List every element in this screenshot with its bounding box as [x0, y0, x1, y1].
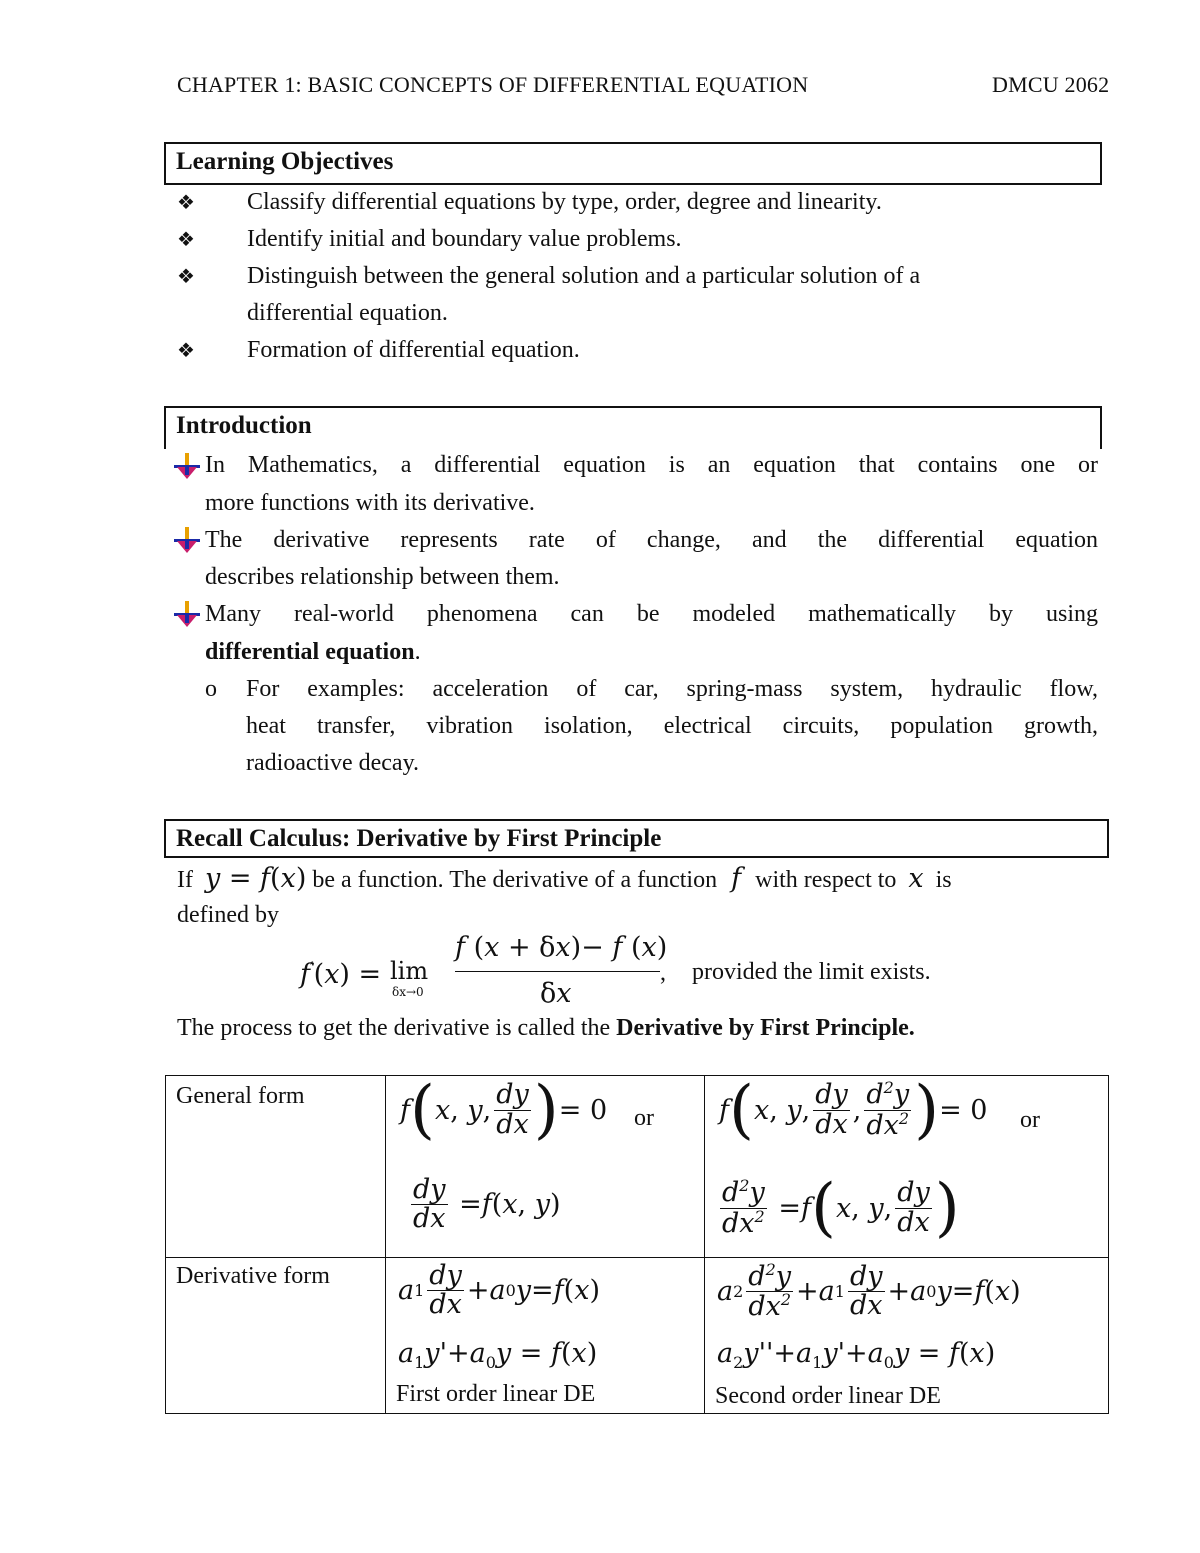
row-label-general-form: General form: [176, 1083, 305, 1109]
recall-title: Recall Calculus: Derivative by First Principle: [176, 825, 662, 852]
lim-symbol: lim: [390, 957, 429, 985]
examples-line-1: For examples: acceleration of car, spring-mass system, hydraulic flow,: [246, 676, 1098, 702]
bold-term: Derivative by First Principle.: [616, 1015, 915, 1041]
examples-line-3: radioactive decay.: [246, 750, 420, 776]
explicit-second-order: $\frac{d^2y}{dx^2}$ = f ( x , y , $\frac{dy}{dx}$ ): [722, 1171, 960, 1245]
or-text: or: [634, 1105, 654, 1131]
objective-text: Distinguish between the general solution and a particular solution of a: [247, 263, 921, 289]
recall-heading: [164, 819, 1109, 858]
introduction-heading: [164, 406, 1102, 449]
table-cell: [166, 1076, 386, 1258]
table-cell: [705, 1073, 1109, 1258]
derivative-lhs: f′(x) =: [300, 958, 382, 990]
de-forms-table: [165, 1075, 1109, 1414]
chapter-title: CHAPTER 1: BASIC CONCEPTS OF DIFFERENTIAL EQUATION: [177, 72, 809, 97]
x-symbol: x: [908, 863, 924, 894]
objective-text: Classify differential equations by type, order, degree and linearity.: [247, 189, 882, 215]
comma: ,: [660, 960, 666, 986]
recall-line-2: defined by: [177, 902, 279, 928]
learning-objectives-title: Learning Objectives: [176, 148, 394, 175]
objective-text: Identify initial and boundary value problems.: [247, 226, 682, 252]
row-label-derivative-form: Derivative form: [176, 1263, 330, 1289]
first-order-linear-prime: $a_1y'+a_0y = f(x)$: [398, 1338, 598, 1372]
learning-objectives-heading: [164, 142, 1102, 185]
table-cell: [705, 1258, 1109, 1414]
down-arrow-bullet-icon: [174, 453, 200, 479]
process-line: [177, 1010, 915, 1047]
general-form-first-order: f ( x , y , $\frac{dy}{dx}$ ) = 0: [400, 1073, 608, 1147]
course-code: DMCU 2062: [992, 72, 1110, 97]
period: .: [414, 639, 421, 665]
general-form-second-order: f ( x , y , $\frac{dy}{dx}$ , $\frac{d^2y}{dx^2}$ ) = 0: [719, 1073, 988, 1147]
down-arrow-bullet-icon: [174, 527, 200, 553]
intro-paragraph-1-cont: more functions with its derivative.: [205, 490, 535, 516]
intro-paragraph-3-cont: [205, 634, 421, 671]
table-cell: [386, 1073, 705, 1258]
intro-paragraph-3: Many real-world phenomena can be modeled mathematically by using: [205, 601, 1098, 627]
second-order-caption: Second order linear DE: [715, 1383, 941, 1409]
list-item-continuation: [177, 295, 1097, 332]
four-diamond-icon: ❖: [177, 227, 195, 251]
difference-quotient-denominator: δx: [540, 978, 572, 1009]
table-row: [166, 1076, 1109, 1258]
recall-line-1: [177, 860, 1100, 899]
text: is: [935, 867, 952, 893]
lim-subscript: δx→0: [392, 985, 424, 999]
difference-quotient-numerator: f (x + δx)− f (x): [455, 932, 668, 963]
text: be a function. The derivative of a function: [312, 867, 718, 893]
second-order-linear-leibniz: a 2 $\frac{d^2y}{dx^2}$ + a 1 $\frac{dy}{dx}$ + a 0 y = f ( x ): [717, 1260, 1021, 1323]
down-arrow-bullet-icon: [174, 601, 200, 627]
table-cell: [386, 1258, 705, 1414]
or-text: or: [1020, 1107, 1040, 1133]
formula-note: provided the limit exists.: [692, 959, 931, 985]
bold-term: differential equation: [205, 639, 415, 665]
text: If: [177, 867, 193, 893]
table-cell: [166, 1258, 386, 1414]
introduction-title: Introduction: [176, 412, 312, 439]
four-diamond-icon: ❖: [177, 338, 195, 362]
first-order-linear-leibniz: a 1 $\frac{dy}{dx}$ + a 0 y = f ( x ): [398, 1260, 600, 1321]
intro-paragraph-1: In Mathematics, a differential equation is an equation that contains one or: [205, 452, 1098, 478]
fraction-bar: [455, 971, 660, 972]
examples-line-2: heat transfer, vibration isolation, electrical circuits, population growth,: [246, 713, 1098, 739]
intro-paragraph-2: The derivative represents rate of change, and the differential equation: [205, 527, 1098, 553]
objective-text: differential equation.: [247, 300, 448, 326]
objectives-list: [177, 184, 1097, 369]
list-item: [177, 332, 1097, 369]
text: The process to get the derivative is called the: [177, 1015, 617, 1041]
list-item: [177, 258, 1097, 295]
intro-paragraph-2-cont: describes relationship between them.: [205, 564, 560, 590]
f-symbol: f: [731, 863, 742, 894]
second-order-linear-prime: $a_2y''+a_1y'+a_0y = f(x)$: [717, 1338, 996, 1372]
four-diamond-icon: ❖: [177, 264, 195, 288]
first-order-caption: First order linear DE: [396, 1381, 596, 1407]
text: with respect to: [755, 867, 897, 893]
y-equals-fx: y = f(x): [204, 863, 307, 894]
list-item: [177, 221, 1097, 258]
four-diamond-icon: ❖: [177, 190, 195, 214]
explicit-first-order: $\frac{dy}{dx}$ = f ( x , y ): [413, 1174, 561, 1235]
objective-text: Formation of differential equation.: [247, 337, 580, 363]
circle-bullet-icon: o: [205, 676, 217, 702]
list-item: [177, 184, 1097, 221]
table-row: [166, 1258, 1109, 1414]
